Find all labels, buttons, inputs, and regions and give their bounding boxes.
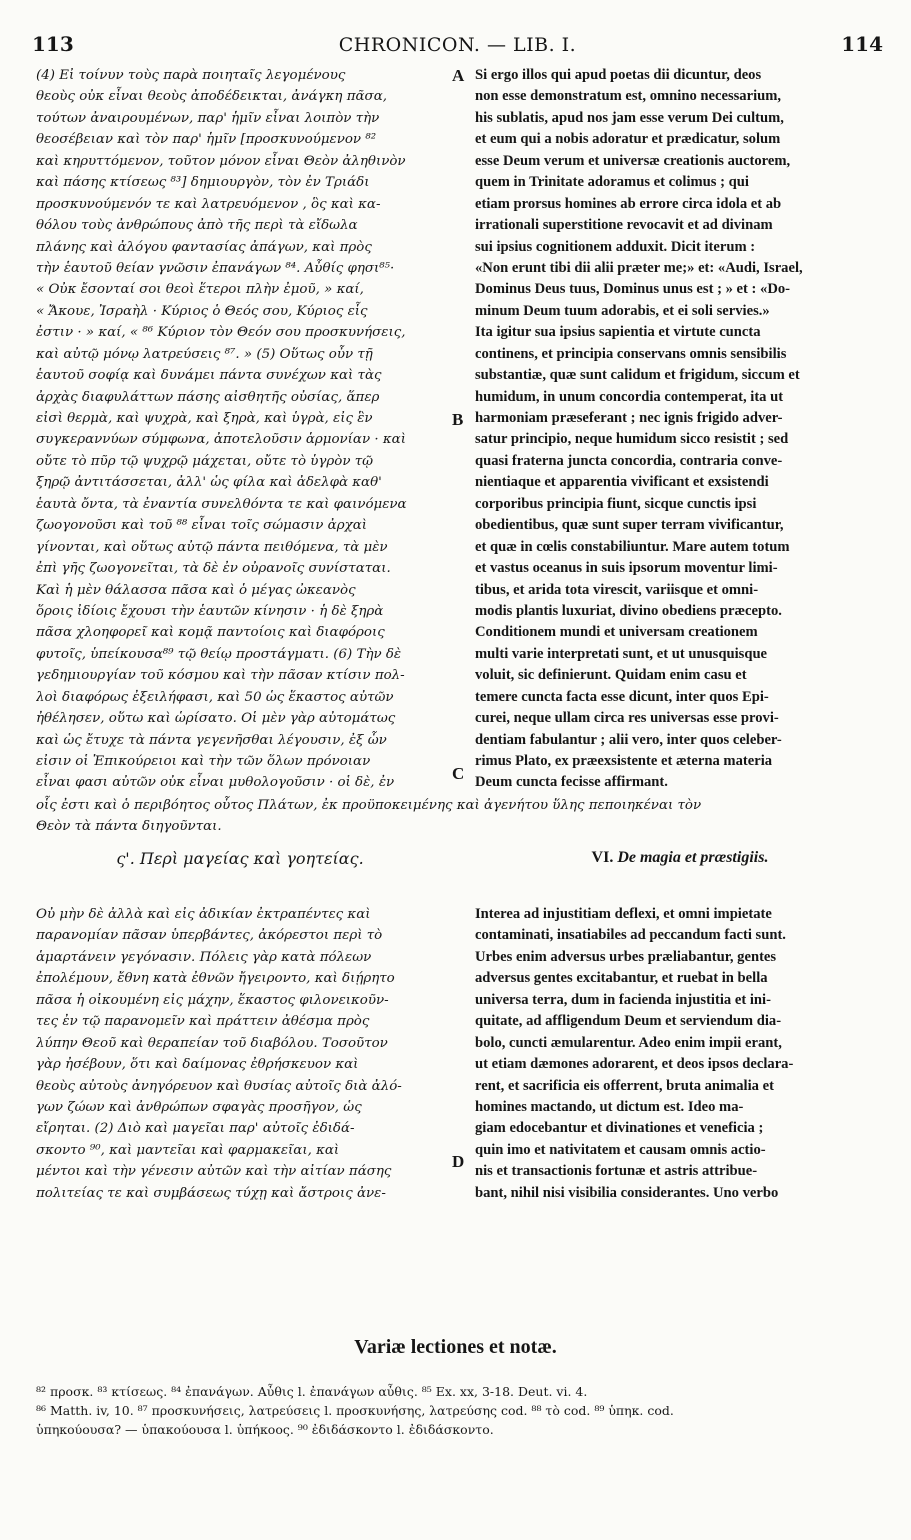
latin-top-line: dentiam fabulantur ; alii vero, inter quos celeber- <box>475 731 782 748</box>
latin-bottom-line: ut etiam dæmones adorarent, et deos ipsos declara- <box>475 1056 794 1073</box>
greek-top-line: ξηρῷ ἀντιτάσσεται, ἀλλ' ὡς φίλα καὶ ἀδελφὰ καθ' <box>36 475 382 491</box>
latin-bottom-line: quin imo et nativitatem et causam omnis actio- <box>475 1141 766 1158</box>
latin-bottom-line: bolo, cuncti æmularentur. Adeo enim impii erant, <box>475 1034 782 1051</box>
greek-top-line: πᾶσα χλοηφορεῖ καὶ κομᾷ παντοίοις καὶ διαφόροις <box>36 625 385 641</box>
greek-top-line: (4) Εἰ τοίνυν τοὺς παρὰ ποιηταῖς λεγομένους <box>36 68 346 83</box>
notes-line: ⁸⁶ Matth. iv, 10. ⁸⁷ προσκυνήσεις, λατρεύσεις l. προσκυνήσης, λατρεύσης cod. ⁸⁸ τὸ cod. ⁸⁹ ὑπηκ. cod. <box>36 1403 674 1418</box>
margin-marker-d: D <box>452 1152 465 1171</box>
latin-top-line: corporibus principia fiunt, sicque cunctis ipsi <box>475 495 757 512</box>
latin-top-line: sui ipsius cognitionem adduxit. Dicit iterum : <box>475 238 756 255</box>
latin-bottom-line: homines mactando, ut dictum est. Ideo ma- <box>475 1098 744 1115</box>
latin-top-line: non esse demonstratum est, omnino necessarium, <box>475 88 782 105</box>
greek-top-line: ἠθέλησεν, οὕτω καὶ ὡρίσατο. Οἱ μὲν γὰρ αὐτομάτως <box>36 711 396 727</box>
greek-bottom-line: γὰρ ἠσέβουν, ὅτι καὶ δαίμονας ἐθρήσκευον καὶ <box>36 1057 359 1073</box>
greek-bottom-line: Οὐ μὴν δὲ ἀλλὰ καὶ εἰς ἀδικίαν ἐκτραπέντες καὶ <box>36 907 371 922</box>
greek-top-line: οὔτε τὸ πῦρ τῷ ψυχρῷ μάχεται, οὔτε τὸ ὑγρὸν τῷ <box>36 453 374 469</box>
latin-top-line: et eum qui a nobis adoratur et prædicatur, solum <box>475 131 781 148</box>
latin-bottom-line: universa terra, dum in facienda injustitia et ini- <box>475 991 771 1008</box>
greek-bottom-line: πολιτείας τε καὶ συμβάσεως τύχῃ καὶ ἄστροις ἀνε- <box>36 1185 386 1201</box>
greek-bottom-line: παρανομίαν πᾶσαν ὑπερβάντες, ἀκόρεστοι περὶ τὸ <box>36 928 383 944</box>
latin-bottom-line: Interea ad injustitiam deflexi, et omni impietate <box>475 906 772 922</box>
latin-top-line: temere cuncta facta esse dicunt, inter quos Epi- <box>475 688 769 705</box>
greek-top-line: φυτοῖς, ὑπείκουσα⁸⁹ τῷ θείῳ προστάγματι. (6) Τὴν δὲ <box>36 646 402 662</box>
greek-column-top <box>36 65 449 794</box>
latin-section-title <box>470 849 890 867</box>
greek-top-line: συγκεραννύων σύμφωνα, ἀποτελοῦσιν ἁρμονίαν · καὶ <box>36 432 406 448</box>
greek-top-line: καὶ ὡς ἔτυχε τὰ πάντα γεγενῆσθαι λέγουσιν, ἐξ ὧν <box>36 732 387 748</box>
notes-line: ὑπηκούουσα? — ὑπακούουσα l. ὑπήκοος. ⁹⁰ ἐδιδάσκοντο l. ἐδιδάσκοντο. <box>36 1422 494 1437</box>
latin-top-line: Dominus Deus tuus, Dominus unus est ; » et : «Do- <box>475 281 791 298</box>
latin-bottom-line: Urbes enim adversus urbes præliabantur, gentes <box>475 948 777 965</box>
greek-top-line: ζωογονοῦσι καὶ τοῦ ⁸⁸ εἶναι τοῖς σώμασιν ἀρχαὶ <box>36 518 367 534</box>
greek-full-width-line-2: Θεὸν τὰ πάντα διηγοῦνται. <box>36 819 222 834</box>
latin-top-line: obedientibus, quæ sunt super terram vivificantur, <box>475 517 784 534</box>
page-number-left: 113 <box>32 32 74 56</box>
margin-marker-c: C <box>452 764 465 783</box>
greek-top-line: θεοσέβειαν καὶ τὸν παρ' ἡμῖν [προσκυνούμενον ⁸² <box>36 132 377 148</box>
latin-top-line: Si ergo illos qui apud poetas dii dicuntur, deos <box>475 67 762 83</box>
latin-top-line: voluit, sic definierunt. Quidam enim casu et <box>475 667 747 684</box>
greek-top-line: εἶναι φασι αὐτῶν οὐκ εἶναι μυθολογοῦσιν · οἱ δὲ, ἐν <box>36 775 395 791</box>
latin-top-line: etiam prorsus homines ab errore circa idola et ab <box>475 195 782 212</box>
greek-top-line: θεοὺς οὐκ εἶναι θεοὺς ἀποδέδεικται, ἀνάγκη πᾶσα, <box>36 89 387 105</box>
running-title: CHRONICON. — LIB. I. <box>338 34 577 56</box>
latin-top-line: Conditionem mundi et universam creationem <box>475 624 758 641</box>
greek-top-line: λοὶ διαφόρως ἐξειλήφασι, καὶ 50 ὡς ἕκαστος αὐτῶν <box>36 689 394 705</box>
greek-top-line: ἑαυτὰ ὄντα, τὰ ἐναντία συνελθόντα τε καὶ φαινόμενα <box>36 496 407 512</box>
latin-bottom-line: contaminati, insatiabiles ad peccandum facti sunt. <box>475 927 786 944</box>
greek-bottom-line: ἁμαρτάνειν γεγόνασιν. Πόλεις γὰρ κατὰ πόλεων <box>36 949 372 965</box>
greek-top-line: θόλου τοὺς ἀνθρώπους ἀπὸ τῆς περὶ τὰ εἴδωλα <box>36 218 358 234</box>
greek-top-line: ἐστιν · » καί, « ⁸⁶ Κύριον τὸν Θεόν σου προσκυνήσεις, <box>36 325 406 341</box>
latin-top-line: tibus, et arida tota virescit, variisque et omni- <box>475 581 759 598</box>
greek-bottom-line: εἴρηται. (2) Διὸ καὶ μαγεῖαι παρ' αὐτοῖς ἐδιδά- <box>36 1121 355 1137</box>
latin-top-line: «Non erunt tibi dii alii præter me;» et: «Audi, Israel, <box>475 259 803 276</box>
latin-top-line: rimus Plato, ex præexsistente et æterna materia <box>475 753 773 769</box>
latin-bottom-line: quitate, ad affligendum Deum et serviendum dia- <box>475 1013 782 1030</box>
latin-section-heading: De magia et præstigiis. <box>617 849 769 866</box>
greek-bottom-line: σκοντο ⁹⁰, καὶ μαντεῖαι καὶ φαρμακεῖαι, καὶ <box>36 1142 340 1158</box>
greek-bottom-line: μέντοι καὶ τὴν γένεσιν αὐτῶν καὶ τὴν αἰτίαν πάσης <box>36 1164 392 1180</box>
latin-column-top <box>475 65 887 794</box>
margin-marker-b: B <box>452 410 464 429</box>
greek-bottom-line: θεοὺς αὐτοὺς ἀνηγόρευον καὶ θυσίας αὐτοῖς διὰ ἀλό- <box>36 1078 402 1094</box>
latin-section-number: VI. <box>591 849 614 866</box>
greek-bottom-line: λύπην Θεοῦ καὶ θεραπείαν τοῦ διαβόλου. Τοσοῦτον <box>36 1035 388 1051</box>
latin-top-line: esse Deum verum et universæ creationis auctorem, <box>475 152 791 169</box>
latin-bottom-line: rent, et sacrificia eis offerrent, bruta animalia et <box>475 1077 774 1094</box>
latin-top-line: minum Deum tuum adorabis, et ei soli servies.» <box>475 302 770 319</box>
latin-top-line: modis plantis luxuriat, divino obediens præcepto. <box>475 602 782 619</box>
greek-top-line: τούτων ἀναιρουμένων, παρ' ἡμῖν εἶναι λοιπὸν τὴν <box>36 110 380 126</box>
latin-top-line: quasi fraterna juncta concordia, contraria conve- <box>475 452 783 469</box>
margin-marker-a: A <box>452 66 465 85</box>
greek-bottom-line: γων ζώων καὶ ἀνθρώπων σφαγὰς προσῆγον, ὡς <box>36 1099 362 1115</box>
greek-top-line: καὶ κηρυττόμενον, τοῦτον μόνον εἶναι Θεὸν ἀληθινὸν <box>36 153 406 169</box>
latin-top-line: irrationali superstitione revocavit et ad divinam <box>475 217 773 234</box>
running-header <box>30 32 885 62</box>
latin-top-line: nientiaque et apparentia vivificant et exsistendi <box>475 474 769 491</box>
greek-column-bottom <box>36 904 449 1204</box>
notes-title: Variæ lectiones et notæ. <box>354 1336 557 1358</box>
greek-top-line: προσκυνούμενόν τε καὶ λατρευόμενον , ὃς καὶ κα- <box>36 196 381 212</box>
greek-bottom-line: ἐπολέμουν, ἔθνη κατὰ ἐθνῶν ἤγειροντο, καὶ διῄρητο <box>36 971 395 987</box>
latin-top-line: quem in Trinitate adoramus et colimus ; qui <box>475 174 749 191</box>
latin-bottom-line: adversus gentes excitabantur, et ruebat in bella <box>475 970 768 987</box>
latin-top-line: harmoniam præseferant ; nec ignis frigido adver- <box>475 410 783 426</box>
notes-line: ⁸² προσκ. ⁸³ κτίσεως. ⁸⁴ ἐπανάγων. Αὖθις l. ἐπανάγων αὖθις. ⁸⁵ Ex. xx, 3-18. Deut. vi. 4. <box>36 1384 588 1399</box>
greek-top-line: εἰσιν οἱ Ἐπικούρειοι καὶ τὴν τῶν ὅλων πρόνοιαν <box>36 754 371 769</box>
greek-bottom-line: πᾶσα ἡ οἰκουμένη εἰς μάχην, ἕκαστος φιλονεικοῦν- <box>36 992 389 1008</box>
latin-top-line: substantiæ, quæ sunt calidum et frigidum, siccum et <box>475 367 800 384</box>
latin-top-line: continens, et principia conservans omnis sensibilis <box>475 345 787 362</box>
greek-top-line: τὴν ἑαυτοῦ θείαν γνῶσιν ἐπανάγων ⁸⁴. Αὖθίς φησι⁸⁵· <box>36 260 395 276</box>
greek-bottom-line: τες ἐν τῷ παρανομεῖν καὶ πράττειν ἀθέσμα πρὸς <box>36 1014 370 1030</box>
greek-top-line: ὅροις ἰδίοις ἔχουσι τὴν ἑαυτῶν κίνησιν · ἡ δὲ ξηρὰ <box>36 603 384 619</box>
latin-top-line: Ita igitur sua ipsius sapientia et virtute cuncta <box>475 324 761 341</box>
latin-bottom-line: bant, nihil nisi visibilia considerantes. Uno verbo <box>475 1184 779 1201</box>
greek-top-line: Καὶ ἡ μὲν θάλασσα πᾶσα καὶ ὁ μέγας ὠκεανὸς <box>36 582 356 598</box>
latin-top-line: his sublatis, apud nos jam esse verum Dei cultum, <box>475 109 784 126</box>
greek-top-line: ἐπὶ γῆς ζωογονεῖται, τὰ δὲ ἐν οὐρανοῖς συνίσταται. <box>36 561 391 577</box>
latin-top-line: Deum cuncta fecisse affirmant. <box>475 774 668 791</box>
greek-top-line: « Ἄκουε, Ἰσραὴλ · Κύριος ὁ Θεός σου, Κύριος εἷς <box>36 303 368 319</box>
latin-bottom-line: giam edocebantur et divinationes et veneficia ; <box>475 1120 764 1137</box>
latin-top-line: et vastus oceanus in suis ipsorum moventur limi- <box>475 560 778 577</box>
greek-top-line: « Οὐκ ἔσονταί σοι θεοὶ ἕτεροι πλὴν ἐμοῦ, » καί, <box>36 282 364 298</box>
greek-top-line: γίνονται, καὶ οὕτως αὐτῷ πάντα πειθόμενα, τὰ μὲν <box>36 539 388 555</box>
latin-column-bottom <box>475 904 887 1204</box>
latin-top-line: et quæ in cœlis constabiliuntur. Mare autem totum <box>475 538 790 555</box>
greek-full-width-line-1: οἷς ἐστι καὶ ὁ περιβόητος οὗτος Πλάτων, ἐκ προϋποκειμένης καὶ ἀγενήτου ὕλης πεποιηκέναι τὸν <box>36 798 702 813</box>
latin-top-line: curei, neque ullam circa res universas esse provi- <box>475 710 779 727</box>
greek-top-line: καὶ πάσης κτίσεως ⁸³] δημιουργὸν, τὸν ἐν Τριάδι <box>36 175 370 191</box>
greek-top-line: γεδημιουργίαν τοῦ κόσμου καὶ τὴν πᾶσαν κτίσιν πολ- <box>36 668 405 684</box>
latin-bottom-line: nis et transactionis fortunæ et astris attribue- <box>475 1163 758 1180</box>
greek-top-line: πλάνης καὶ ἀλόγου φαντασίας ἀπάγων, καὶ πρὸς <box>36 239 372 255</box>
page-number-right: 114 <box>841 32 883 56</box>
greek-top-line: ἑαυτοῦ σοφίᾳ καὶ δυνάμει πάντα συνέχων καὶ τὰς <box>36 368 382 384</box>
greek-top-line: καὶ αὐτῷ μόνῳ λατρεύσεις ⁸⁷. » (5) Οὕτως οὖν τῇ <box>36 346 373 362</box>
latin-top-line: humidum, in unum concordia contemperat, ita ut <box>475 388 784 405</box>
greek-top-line: ἀρχὰς διαφυλάττων πάσης αἰσθητῆς οὐσίας, ἅπερ <box>36 389 380 405</box>
latin-top-line: satur principio, neque humidum sicco resistit ; sed <box>475 431 789 448</box>
greek-section-title: ς'. Περὶ μαγείας καὶ γοητείας. <box>116 849 364 868</box>
variant-readings-notes <box>36 1382 887 1439</box>
latin-top-line: multi varie interpretati sunt, et ut unusquisque <box>475 645 768 662</box>
greek-top-line: εἰσὶ θερμὰ, καὶ ψυχρὰ, καὶ ξηρὰ, καὶ ὑγρὰ, εἰς ἓν <box>36 411 373 426</box>
